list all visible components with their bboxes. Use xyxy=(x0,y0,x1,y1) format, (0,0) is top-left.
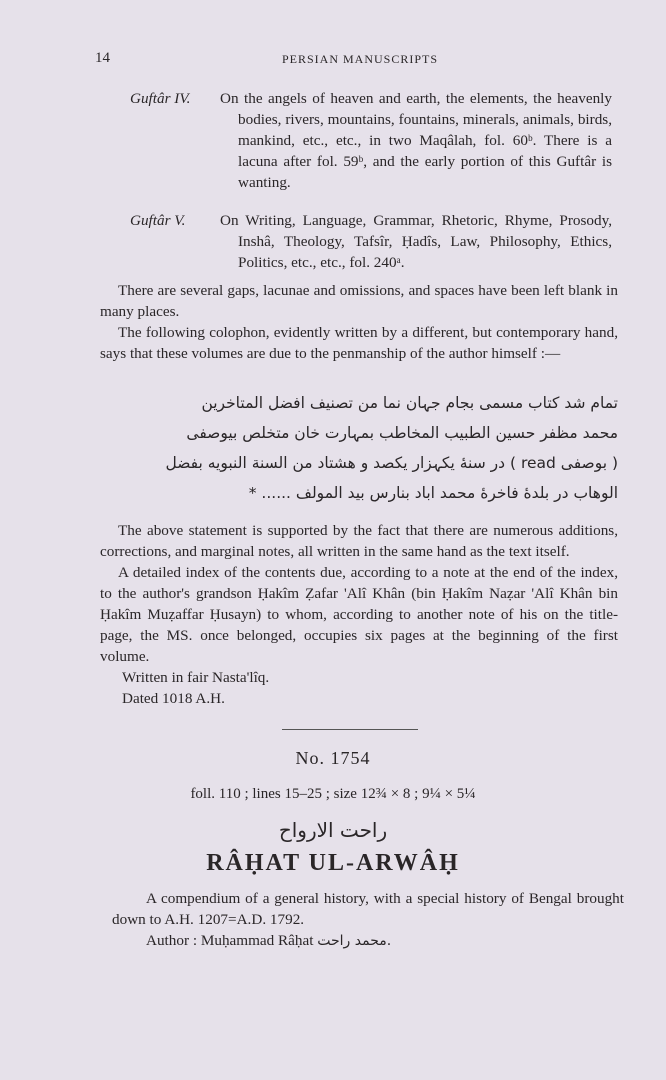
written-in-line: Written in fair Nasta'lîq. xyxy=(122,669,270,686)
guftar-iv-text: On the angels of heaven and earth, the elements, the heavenly bodies, rivers, mountains, fountains, minerals, animals, birds, mankind, etc., etc., in two Maqâlah, fol. 60ᵇ. There is a lacuna after fol. 59ᵇ, and the early portion of this Guftâr is wanting. xyxy=(220,90,612,191)
author-label: Author : Muḥammad Râḥat xyxy=(146,932,314,949)
author-arabic: محمد راحت. xyxy=(317,933,392,949)
dated-line: Dated 1018 A.H. xyxy=(122,690,225,707)
colophon-arabic xyxy=(98,388,618,508)
guftar-iv-entry xyxy=(130,88,612,193)
header-title: PERSIAN MANUSCRIPTS xyxy=(281,52,439,66)
statement-paragraph: The above statement is supported by the fact that there are numerous additions, corrections, and marginal notes, all written in the same hand as the text itself. xyxy=(100,522,618,560)
section-divider xyxy=(282,729,418,730)
guftar-iv-label: Guftâr IV. xyxy=(130,90,191,107)
gaps-paragraph-block xyxy=(100,280,618,364)
colophon-line: ( بوصفی read ) در سنۀ یکہزار یکصد و ھشتاد من السنة النبویه بفضل xyxy=(165,454,618,472)
guftar-v-entry xyxy=(130,210,612,273)
index-paragraph: A detailed index of the contents due, according to a note at the end of the index, to the author's grandson Ḥakîm Ẓafar 'Alî Khân (bin Ḥakîm Naẓar 'Alî Khân bin Ḥakîm Muẓaffar Ḥusayn) to whom, according to another note of his on the title-page, the MS. once belonged, occupies six pages at the beginning of the first volume. xyxy=(100,564,618,665)
page-number: 14 xyxy=(95,50,110,66)
guftar-v-text: On Writing, Language, Grammar, Rhetoric, Rhyme, Prosody, Inshâ, Theology, Tafsîr, Ḥadîs, Law, Philosophy, Ethics, Politics, etc., etc., fol. 240ᵃ. xyxy=(220,212,612,271)
entry-description: A compendium of a general history, with a special history of Bengal brought down to A.H. 1207=A.D. 1792. xyxy=(112,890,624,928)
colophon-line: الوهاب در بلدۀ فاخرۀ محمد اباد بنارس بید المولف ...... * xyxy=(248,484,618,502)
statement-block xyxy=(100,520,618,709)
guftar-v-label: Guftâr V. xyxy=(130,212,186,229)
entry-specs: foll. 110 ; lines 15–25 ; size 12¾ × 8 ; 9¼ × 5¼ xyxy=(190,786,476,802)
running-head xyxy=(95,50,625,70)
entry-author xyxy=(146,932,391,950)
colophon-intro-paragraph: The following colophon, evidently written by a different, but contemporary hand, says that these volumes are due to the penmanship of the author himself :— xyxy=(100,324,618,362)
colophon-line: تمام شد کتاب مسمی بجام جہان نما من تصنیف افضل المتاخرین xyxy=(201,394,618,412)
gaps-paragraph: There are several gaps, lacunae and omissions, and spaces have been left blank in many places. xyxy=(100,282,618,320)
entry-title: RÂḤAT UL-ARWÂḤ xyxy=(206,850,460,876)
entry-number: No. 1754 xyxy=(295,748,371,768)
entry-arabic-title: راحت الارواح xyxy=(278,818,388,842)
colophon-line: محمد مظفر حسین الطبیب المخاطب بمہارت خان متخلص بیوصفی xyxy=(186,424,618,442)
